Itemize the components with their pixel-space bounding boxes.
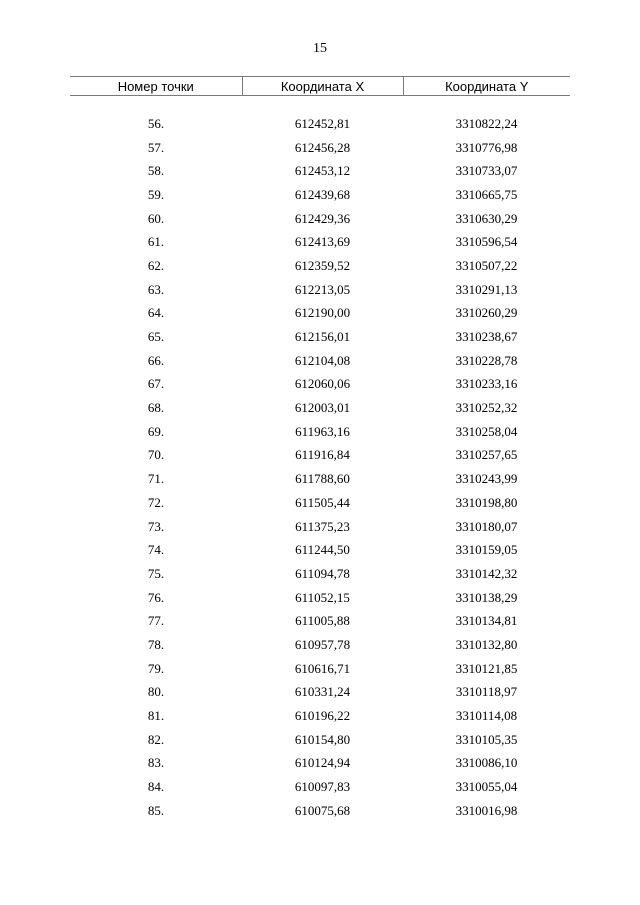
cell-coordinate-y: 3310142,32 xyxy=(455,565,518,581)
cell-coordinate-x: 612413,69 xyxy=(294,234,351,250)
cell-coordinate-y: 3310159,05 xyxy=(455,542,518,558)
table-row xyxy=(70,704,570,728)
cell-coordinate-y: 3310132,80 xyxy=(455,636,518,652)
cell-coordinate-y: 3310822,24 xyxy=(455,115,518,131)
cell-coordinate-x: 611005,88 xyxy=(295,613,350,629)
header-spacer xyxy=(70,96,570,113)
cell-point-number: 74. xyxy=(147,542,165,558)
cell-point-number: 66. xyxy=(147,352,165,368)
cell-coordinate-y: 3310105,35 xyxy=(455,731,518,747)
cell-coordinate-x: 610331,24 xyxy=(294,684,351,700)
cell-point-number: 57. xyxy=(147,139,165,155)
cell-point-number: 61. xyxy=(147,234,165,250)
cell-coordinate-x: 612190,00 xyxy=(294,305,351,321)
table-row xyxy=(70,112,570,136)
cell-coordinate-x: 611375,23 xyxy=(295,518,350,534)
cell-coordinate-y: 3310291,13 xyxy=(455,281,518,297)
cell-coordinate-x: 611244,50 xyxy=(295,542,350,558)
cell-coordinate-x: 612452,81 xyxy=(294,115,351,131)
cell-point-number: 78. xyxy=(147,636,165,652)
table-row xyxy=(70,254,570,278)
cell-coordinate-y: 3310258,04 xyxy=(455,423,518,439)
table-row xyxy=(70,373,570,397)
cell-coordinate-x: 610196,22 xyxy=(294,708,351,724)
cell-point-number: 71. xyxy=(147,471,165,487)
table-row xyxy=(70,444,570,468)
cell-coordinate-y: 3310134,81 xyxy=(455,613,518,629)
cell-coordinate-y: 3310596,54 xyxy=(455,234,518,250)
table-row xyxy=(70,183,570,207)
cell-point-number: 65. xyxy=(147,329,165,345)
cell-coordinate-y: 3310180,07 xyxy=(455,518,518,534)
cell-coordinate-y: 3310138,29 xyxy=(455,589,518,605)
cell-coordinate-x: 612359,52 xyxy=(294,257,351,273)
cell-coordinate-x: 612060,06 xyxy=(294,376,351,392)
cell-point-number: 68. xyxy=(147,400,165,416)
cell-point-number: 80. xyxy=(147,684,165,700)
cell-coordinate-x: 611788,60 xyxy=(295,471,350,487)
table-row xyxy=(70,491,570,515)
cell-coordinate-x: 612213,05 xyxy=(294,281,351,297)
cell-point-number: 63. xyxy=(147,281,165,297)
table-row xyxy=(70,657,570,681)
table-row xyxy=(70,325,570,349)
cell-point-number: 83. xyxy=(147,755,165,771)
table-row xyxy=(70,609,570,633)
cell-coordinate-x: 610124,94 xyxy=(294,755,351,771)
cell-point-number: 81. xyxy=(147,708,165,724)
header-coordinate-y: Координата Y xyxy=(403,77,570,96)
cell-coordinate-x: 611094,78 xyxy=(295,565,350,581)
header-row xyxy=(70,77,570,96)
header-coordinate-x: Координата X xyxy=(242,77,403,96)
cell-coordinate-y: 3310055,04 xyxy=(455,779,518,795)
table-row xyxy=(70,159,570,183)
cell-coordinate-y: 3310507,22 xyxy=(455,257,518,273)
table-row xyxy=(70,681,570,705)
table-row xyxy=(70,420,570,444)
table-row xyxy=(70,396,570,420)
cell-coordinate-y: 3310260,29 xyxy=(455,305,518,321)
cell-coordinate-x: 612429,36 xyxy=(294,210,351,226)
cell-coordinate-y: 3310630,29 xyxy=(455,210,518,226)
cell-coordinate-x: 612456,28 xyxy=(294,139,351,155)
table-row xyxy=(70,467,570,491)
table-row xyxy=(70,136,570,160)
cell-point-number: 56. xyxy=(147,115,165,131)
table-row xyxy=(70,562,570,586)
cell-coordinate-y: 3310233,16 xyxy=(455,376,518,392)
header-point-number: Номер точки xyxy=(70,77,242,96)
cell-coordinate-x: 612156,01 xyxy=(294,329,351,345)
table-row xyxy=(70,515,570,539)
cell-coordinate-x: 611916,84 xyxy=(295,447,350,463)
cell-point-number: 77. xyxy=(147,613,165,629)
table-row xyxy=(70,752,570,776)
cell-coordinate-y: 3310252,32 xyxy=(455,400,518,416)
cell-coordinate-x: 612439,68 xyxy=(294,186,351,202)
cell-point-number: 72. xyxy=(147,494,165,510)
cell-point-number: 79. xyxy=(147,660,165,676)
cell-coordinate-x: 610075,68 xyxy=(294,802,351,818)
table-row xyxy=(70,633,570,657)
cell-coordinate-x: 610154,80 xyxy=(294,731,351,747)
cell-coordinate-x: 612453,12 xyxy=(294,163,351,179)
table-row xyxy=(70,775,570,799)
cell-point-number: 82. xyxy=(147,731,165,747)
cell-point-number: 69. xyxy=(147,423,165,439)
cell-coordinate-y: 3310776,98 xyxy=(455,139,518,155)
coordinates-table xyxy=(70,76,570,823)
table-row xyxy=(70,799,570,823)
cell-point-number: 64. xyxy=(147,305,165,321)
table-row xyxy=(70,278,570,302)
cell-coordinate-y: 3310121,85 xyxy=(455,660,518,676)
table-row xyxy=(70,349,570,373)
cell-coordinate-y: 3310086,10 xyxy=(455,755,518,771)
cell-coordinate-y: 3310228,78 xyxy=(455,352,518,368)
cell-coordinate-x: 611505,44 xyxy=(295,494,350,510)
page-number: 15 xyxy=(313,41,327,56)
cell-coordinate-x: 611963,16 xyxy=(295,423,350,439)
cell-coordinate-y: 3310016,98 xyxy=(455,802,518,818)
table-row xyxy=(70,586,570,610)
table-row xyxy=(70,230,570,254)
table-row xyxy=(70,207,570,231)
cell-coordinate-y: 3310243,99 xyxy=(455,471,518,487)
cell-coordinate-y: 3310198,80 xyxy=(455,494,518,510)
table-header xyxy=(70,77,570,96)
cell-point-number: 67. xyxy=(147,376,165,392)
cell-coordinate-x: 610097,83 xyxy=(294,779,351,795)
cell-coordinate-y: 3310733,07 xyxy=(455,163,518,179)
table-row xyxy=(70,728,570,752)
table-body xyxy=(70,96,570,823)
cell-coordinate-y: 3310118,97 xyxy=(455,684,518,700)
cell-point-number: 58. xyxy=(147,163,165,179)
spacer-cell xyxy=(70,96,570,113)
cell-point-number: 76. xyxy=(147,589,165,605)
cell-coordinate-y: 3310114,08 xyxy=(455,708,518,724)
cell-coordinate-x: 612003,01 xyxy=(294,400,351,416)
cell-coordinate-y: 3310257,65 xyxy=(455,447,518,463)
cell-coordinate-y: 3310238,67 xyxy=(455,329,518,345)
cell-point-number: 75. xyxy=(147,565,165,581)
cell-point-number: 84. xyxy=(147,779,165,795)
cell-point-number: 70. xyxy=(147,447,165,463)
cell-coordinate-x: 612104,08 xyxy=(294,352,351,368)
cell-point-number: 85. xyxy=(147,802,165,818)
cell-coordinate-x: 610957,78 xyxy=(294,636,351,652)
cell-coordinate-x: 610616,71 xyxy=(294,660,351,676)
cell-coordinate-y: 3310665,75 xyxy=(455,186,518,202)
table-row xyxy=(70,538,570,562)
cell-point-number: 59. xyxy=(147,186,165,202)
cell-coordinate-x: 611052,15 xyxy=(295,589,350,605)
cell-point-number: 73. xyxy=(147,518,165,534)
cell-point-number: 62. xyxy=(147,257,165,273)
table-row xyxy=(70,302,570,326)
cell-point-number: 60. xyxy=(147,210,165,226)
